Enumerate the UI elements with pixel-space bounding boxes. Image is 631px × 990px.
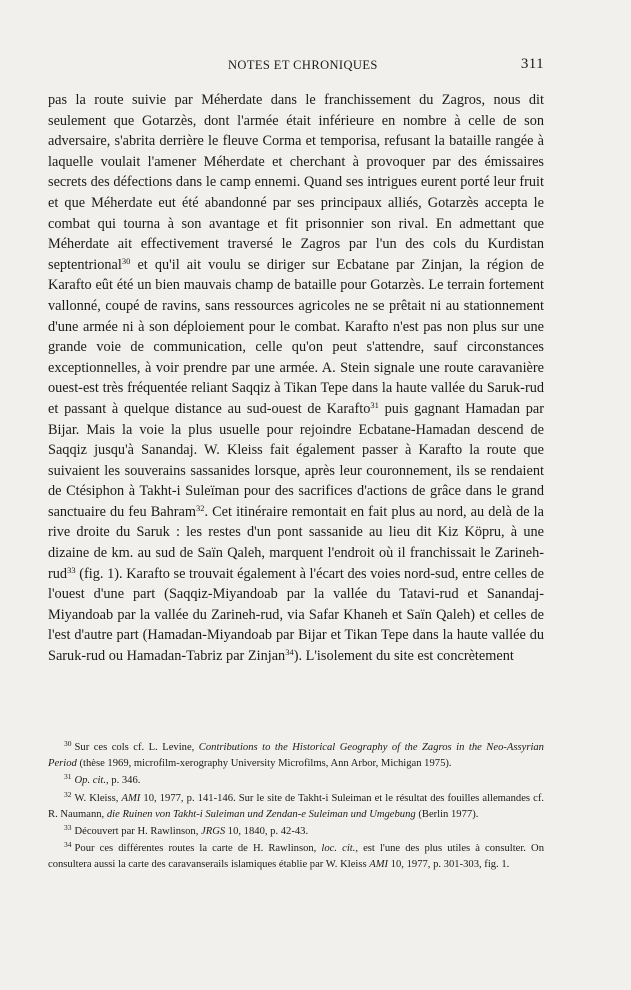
footnote-text: W. Kleiss,	[74, 792, 122, 804]
text-segment: et qu'il ait voulu se diriger sur Ecbatane par Zinjan, la région de Karafto eût été un bien mauvais champ de bataille pour Gotarzès. Le terrain fortement vallonné, coupé de ravins, sans ressources agricoles ne se prêtait ni au stationnement d'une armée ni à son déploiement pour le combat. Karafto n'est pas non plus sur une grande voie de communication, celle qu'on peut s'attendre, sauf circonstances exceptionnelles, à voir prendre par une armée. A. Stein signale une route caravanière ouest-est très fréquentée reliant Saqqiz à Tikan Tepe dans la haute vallée du Saruk-rud et passant à quelque distance au sud-ouest de Karafto	[48, 256, 544, 417]
footnote-ref-34[interactable]: 34	[285, 647, 294, 658]
footnote-text: Pour ces différentes routes la carte de H. Rawlinson,	[74, 843, 322, 855]
footnote-title: die Ruinen von Takht-i Suleiman und Zendan-e Suleiman und Umgebung	[106, 808, 416, 820]
footnote-number: 34	[64, 840, 72, 850]
footnote-text: (Berlin 1977).	[415, 808, 479, 820]
running-title: NOTES ET CHRONIQUES	[228, 58, 378, 72]
footnote-number: 32	[64, 789, 72, 799]
footnote-ref-32[interactable]: 32	[196, 502, 205, 513]
footnote-text: , est l'une des plus utiles à consulter. On consultera aussi la carte des caravanserails islamiques établie par W. Kleiss	[48, 843, 544, 871]
footnote-text: , p. 346.	[105, 775, 141, 787]
footnote-ref-31[interactable]: 31	[370, 399, 379, 410]
page-number: 311	[520, 56, 544, 72]
footnote-33	[48, 824, 544, 840]
footnote-title: Op. cit.	[74, 775, 106, 787]
main-paragraph	[48, 90, 544, 667]
footnote-title: AMI	[369, 859, 389, 871]
footnote-text: 10, 1840, p. 42-43.	[225, 826, 309, 838]
text-segment: pas la route suivie par Méherdate dans le franchissement du Zagros, nous dit seulement que Gotarzès, dont l'armée était inférieure en nombre à celle de son adversaire, s'abrita derrière le fleuve Corma et temporisa, refusant la bataille rangée à laquelle voulait l'amener Méherdate et cherchant à provoquer par des émissaires secrets des défections dans le camp ennemi. Quand ses intrigues eurent porté leur fruit et que Méherdate eut été abandonné par ses principaux alliés, Gotarzès accepta le combat qui tourna à son avantage et fit prisonnier son rival. En admettant que Méherdate ait effectivement traversé le Zagros par l'un des cols du Kurdistan septentrional	[48, 92, 544, 273]
footnote-number: 31	[64, 772, 72, 782]
footnote-text: 10, 1977, p. 141-146. Sur le site de Takht-i Suleiman et le résultat des fouilles allemandes cf. R. Naumann,	[48, 792, 544, 820]
footnote-number: 30	[64, 739, 72, 748]
footnote-text: (thèse 1969, microfilm-xerography University Microfilms, Ann Arbor, Michigan 1975).	[76, 758, 452, 770]
footnote-text: Découvert par H. Rawlinson,	[74, 826, 202, 838]
footnotes	[48, 740, 544, 874]
footnote-32	[48, 791, 544, 823]
footnote-text: 10, 1977, p. 301-303, fig. 1.	[388, 859, 510, 871]
footnote-34	[48, 841, 544, 873]
text-segment: puis gagnant Hamadan par Bijar. Mais la voie la plus usuelle pour rejoindre Ecbatane-Hamadan descend de Saqqiz jusqu'à Sanandaj. W. Kleiss fait également passer à Karafto la route que suivaient les souverains sassanides lorsque, après leur couronnement, ils se rendaient de Ctésiphon à Takht-i Suleïman pour des sacrifices d'actions de grâce dans le grand sanctuaire du feu Bahram	[48, 400, 544, 520]
footnote-31	[48, 773, 544, 789]
main-text	[48, 90, 544, 667]
footnote-title: JRGS	[201, 826, 226, 838]
footnote-title: loc. cit.	[321, 843, 356, 855]
footnote-ref-30[interactable]: 30	[121, 255, 131, 266]
footnote-title: Contributions to the Historical Geography of the Zagros in the Neo-Assyrian Period	[48, 742, 544, 770]
footnote-ref-33[interactable]: 33	[67, 564, 76, 575]
footnote-title: AMI	[121, 792, 141, 804]
footnote-30	[48, 740, 544, 772]
text-segment: ). L'isolement du site est concrètement	[293, 648, 514, 665]
footnote-text: Sur ces cols cf. L. Levine,	[74, 742, 199, 753]
text-segment: . Cet itinéraire remontait en fait plus au nord, au delà de la rive droite du Saruk : les restes d'un pont sassanide au lieu dit Kiz Köpru, à une dizaine de km. au sud de Saïn Qaleh, marquent l'endroit où il franchissait le Zarineh-rud	[48, 503, 544, 582]
text-segment: (fig. 1). Karafto se trouvait également à l'écart des voies nord-sud, entre celles de l'ouest d'une part (Saqqiz-Miyandoab par la vallée du Tatavi-rud et Sanandaj-Miyandoab par la vallée du Zarineh-rud, via Safar Khaneh et Saïn Qaleh) et celles de l'est d'autre part (Hamadan-Miyandoab par Bijar et Tikan Tepe dans la haute vallée du Saruk-rud ou Hamadan-Tabriz par Zinjan	[48, 565, 544, 665]
footnote-number: 33	[64, 823, 72, 833]
